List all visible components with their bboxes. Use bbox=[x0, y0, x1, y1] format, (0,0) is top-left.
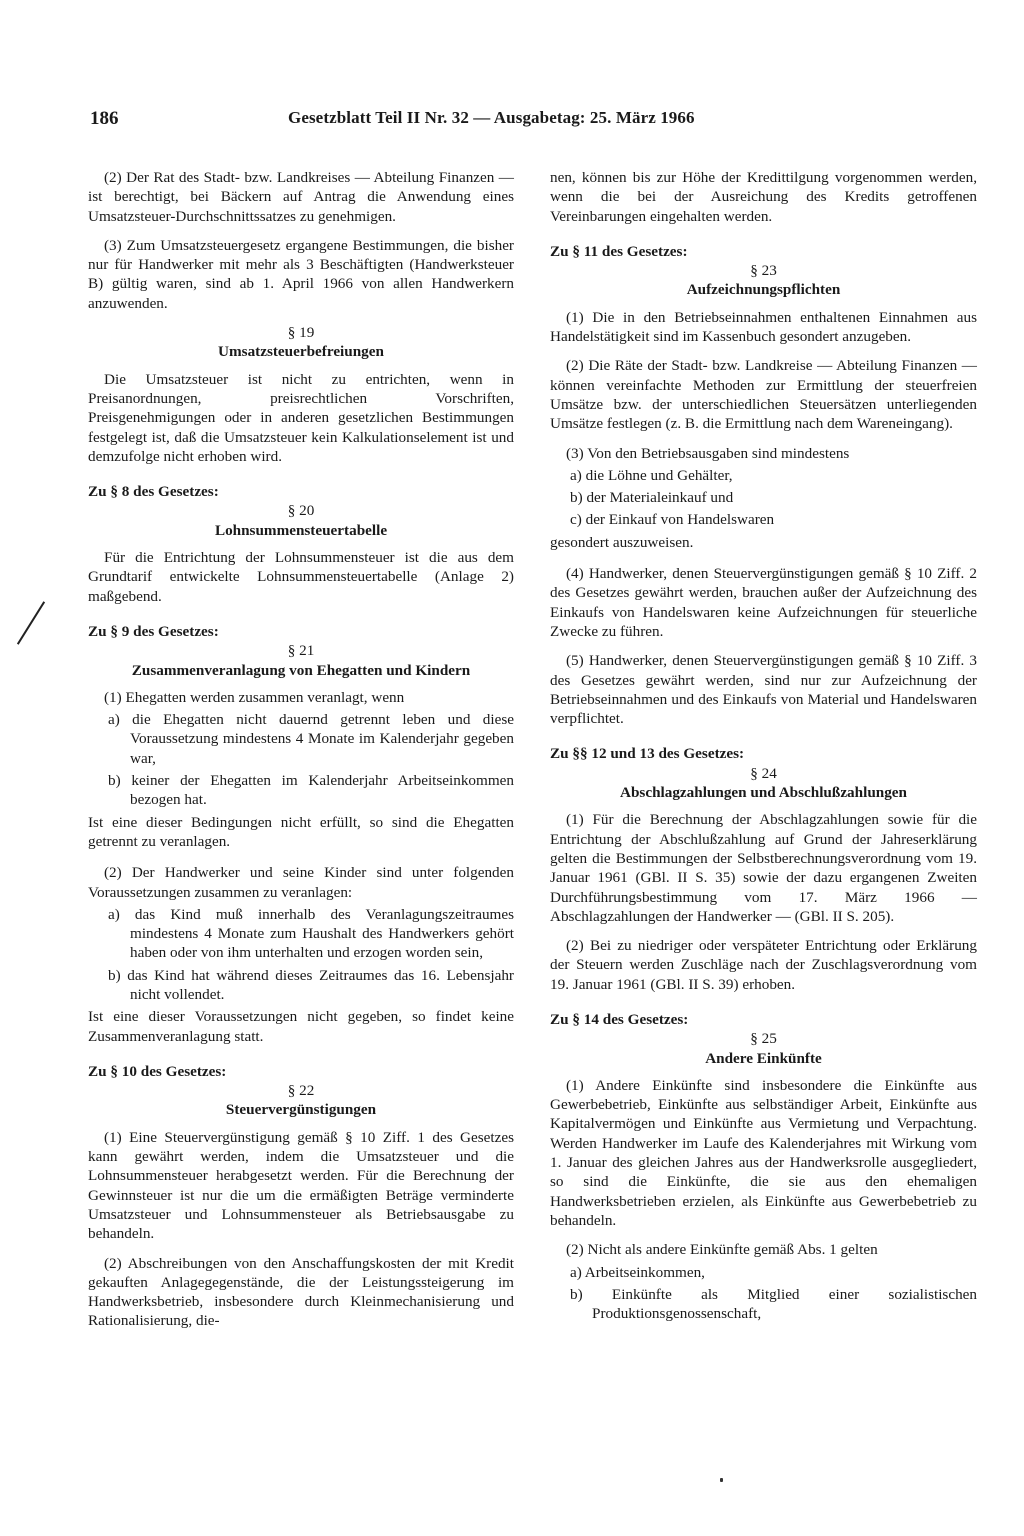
law-reference-heading: Zu §§ 12 und 13 des Gesetzes: bbox=[550, 745, 745, 763]
section-number: § 24 bbox=[750, 764, 777, 782]
section-number: § 21 bbox=[287, 642, 315, 660]
list-item: b) der Materialeinkauf und bbox=[570, 489, 734, 507]
left-column bbox=[88, 168, 514, 1341]
list-item: a) die Ehegatten nicht dauernd getrennt leben und diese Voraussetzung mindestens 4 Monate im Kalenderjahr gegeben war, bbox=[108, 711, 514, 767]
list-item: b) Einkünfte als Mitglied einer sozialistischen Produktionsgenossenschaft, bbox=[570, 1285, 977, 1323]
paragraph: (2) Der Handwerker und seine Kinder sind unter folgenden Voraussetzungen zusammen zu veranlagen: bbox=[88, 864, 514, 901]
page-number: 186 bbox=[90, 108, 119, 129]
law-reference-heading: Zu § 11 des Gesetzes: bbox=[550, 242, 688, 260]
paragraph: (1) Andere Einkünfte sind insbesondere die Einkünfte aus Gewerbebetrieb, Einkünfte aus selbständiger Arbeit, Einkünfte aus Kapitalvermögen und Einkünfte aus Vermietung und Verpachtung. Werden Handwerker im Laufe des Kalenderjahres mit Wirkung vom 1. Januar des gleichen Jahres aus der Handwerksrolle ausgegliedert, so sind die Einkünfte, die sie aus den ehemaligen Handwerksbetrieben erzielen, als Einkünfte aus Gewerbebetrieb zu behandeln. bbox=[550, 1076, 977, 1229]
list-item: a) Arbeitseinkommen, bbox=[570, 1263, 705, 1281]
list-item: b) das Kind hat während dieses Zeitraumes das 16. Lebensjahr nicht vollendet. bbox=[108, 966, 514, 1003]
section-title: Steuervergünstigungen bbox=[225, 1101, 377, 1119]
paragraph: (1) Für die Berechnung der Abschlagzahlungen sowie für die Entrichtung der Abschlußzahlung auf Grund der Jahreserklärung gelten die Bestimmungen der Selbstberechnungsverordnung vom 19. Januar 1961 (GBl. II S. 35) sowie der dazu ergangenen Zweiten Durchführungsbestimmung vom 17. März 1966 — Abschlagzahlungen der Handwerker — (GBl. II S. 205). bbox=[550, 811, 977, 925]
page-header bbox=[90, 108, 990, 138]
section-title: Umsatzsteuerbefreiungen bbox=[218, 343, 384, 361]
section-title: Lohnsummensteuertabelle bbox=[214, 521, 388, 539]
paragraph: Ist eine dieser Bedingungen nicht erfüllt, so sind die Ehegatten getrennt zu veranlagen. bbox=[88, 813, 514, 850]
section-number: § 19 bbox=[287, 324, 315, 342]
paragraph: (4) Handwerker, denen Steuervergünstigungen gemäß § 10 Ziff. 2 des Gesetzes gewährt werden, brauchen außer der Aufzeichnung des Einkaufs von Handelswaren keine Aufzeichnungen für steuerliche Zwecke zu führen. bbox=[550, 565, 977, 640]
list-item: a) die Löhne und Gehälter, bbox=[570, 466, 733, 484]
section-number: § 23 bbox=[750, 262, 777, 280]
section-number: § 25 bbox=[750, 1030, 777, 1048]
section-title: Andere Einkünfte bbox=[705, 1049, 822, 1067]
right-column bbox=[550, 168, 977, 1333]
paragraph: Für die Entrichtung der Lohnsummensteuer ist die aus dem Grundtarif entwickelte Lohnsummensteuertabelle (Anlage 2) maßgebend. bbox=[88, 549, 514, 605]
section-title: Abschlagzahlungen und Abschlußzahlungen bbox=[620, 784, 907, 802]
list-item: a) das Kind muß innerhalb des Veranlagungszeitraumes mindestens 4 Monate zum Haushalt des Handwerkers gehört haben oder von ihm unterhalten und erzogen worden sein, bbox=[108, 905, 514, 962]
margin-pencil-mark bbox=[17, 601, 45, 644]
paragraph: (3) Zum Umsatzsteuergesetz ergangene Bestimmungen, die bisher nur für Handwerker mit mehr als 3 Beschäftigten (Handwerksteuer B) gültig waren, sind ab 1. April 1966 von allen Handwerkern anzuwenden. bbox=[88, 236, 514, 312]
section-number: § 22 bbox=[287, 1082, 315, 1100]
paragraph: (2) Abschreibungen von den Anschaffungskosten der mit Kredit gekauften Anlagegegenstände, die der Leistungssteigerung im Handwerksbetrieb, insbesondere durch Kleinmechanisierung und Rationalisierung, die- bbox=[88, 1254, 514, 1330]
running-head: Gesetzblatt Teil II Nr. 32 — Ausgabetag: 25. März 1966 bbox=[288, 108, 695, 127]
paragraph: (2) Die Räte der Stadt- bzw. Landkreise — Abteilung Finanzen — können vereinfachte Methoden zur Ermittlung der steuerfreien Umsätze bzw. der unterschiedlichen Steuersätzen unterliegenden Umsätze festlegen (z. B. die Ermittlung nach dem Wareneingang). bbox=[550, 357, 977, 433]
scan-speck bbox=[720, 1478, 723, 1482]
section-title: Zusammenveranlagung von Ehegatten und Kindern bbox=[131, 661, 471, 679]
paragraph: nen, können bis zur Höhe der Kredittilgung vorgenommen werden, wenn die bei der Ausreichung des Kredits getroffenen Vereinbarungen eingehalten werden. bbox=[550, 169, 977, 225]
paragraph: (2) Bei zu niedriger oder verspäteter Entrichtung oder Erklärung der Steuern werden Zuschläge nach der Zuschlagsverordnung vom 19. Januar 1961 (GBl. II S. 39) erhoben. bbox=[550, 937, 977, 993]
paragraph: (1) Ehegatten werden zusammen veranlagt, wenn bbox=[104, 688, 405, 706]
paragraph: (2) Der Rat des Stadt- bzw. Landkreises — Abteilung Finanzen — ist berechtigt, bei Bäckern auf Antrag die Anwendung eines Umsatzsteuer-Durchschnittssatzes zu genehmigen. bbox=[88, 169, 514, 225]
paragraph: (1) Eine Steuervergünstigung gemäß § 10 Ziff. 1 des Gesetzes kann gewährt werden, indem die Umsatzsteuer und die Lohnsummensteuer herabgesetzt werden. Für die Berechnung der Gewinnsteuer ist nur die um die ermäßigten Beträge verminderte Umsatzsteuer und Lohnsummensteuer als Betriebsausgabe zu behandeln. bbox=[88, 1128, 514, 1243]
paragraph: (3) Von den Betriebsausgaben sind mindestens bbox=[566, 444, 850, 462]
paragraph: (5) Handwerker, denen Steuervergünstigungen gemäß § 10 Ziff. 3 des Gesetzes gewährt werden, sind nur zur Aufzeichnung der Betriebseinnahmen und des Einkaufs von Material und Handelswaren verpflichtet. bbox=[550, 652, 977, 728]
section-number: § 20 bbox=[287, 502, 315, 520]
section-title: Aufzeichnungspflichten bbox=[686, 281, 841, 299]
paragraph: Die Umsatzsteuer ist nicht zu entrichten, wenn in Preisanordnungen, preisrechtlichen Vorschriften, Preisgenehmigungen oder in anderen gesetzlichen Bestimmungen festgelegt ist, daß die Umsatzsteuer kein Kalkulationselement ist und demzufolge nicht erhoben wird. bbox=[88, 370, 514, 465]
paragraph: (1) Die in den Betriebseinnahmen enthaltenen Einnahmen aus Handelstätigkeit sind im Kassenbuch gesondert anzugeben. bbox=[550, 308, 977, 346]
law-reference-heading: Zu § 14 des Gesetzes: bbox=[550, 1010, 689, 1028]
law-reference-heading: Zu § 9 des Gesetzes: bbox=[88, 622, 219, 640]
list-item: c) der Einkauf von Handelswaren bbox=[570, 511, 775, 529]
law-reference-heading: Zu § 10 des Gesetzes: bbox=[88, 1062, 227, 1080]
paragraph: (2) Nicht als andere Einkünfte gemäß Abs. 1 gelten bbox=[566, 1241, 878, 1259]
paragraph: Ist eine dieser Voraussetzungen nicht gegeben, so findet keine Zusammenveranlagung statt. bbox=[88, 1008, 514, 1045]
list-item: b) keiner der Ehegatten im Kalenderjahr Arbeitseinkommen bezogen hat. bbox=[108, 772, 514, 809]
paragraph: gesondert auszuweisen. bbox=[550, 533, 694, 551]
law-reference-heading: Zu § 8 des Gesetzes: bbox=[88, 483, 219, 501]
